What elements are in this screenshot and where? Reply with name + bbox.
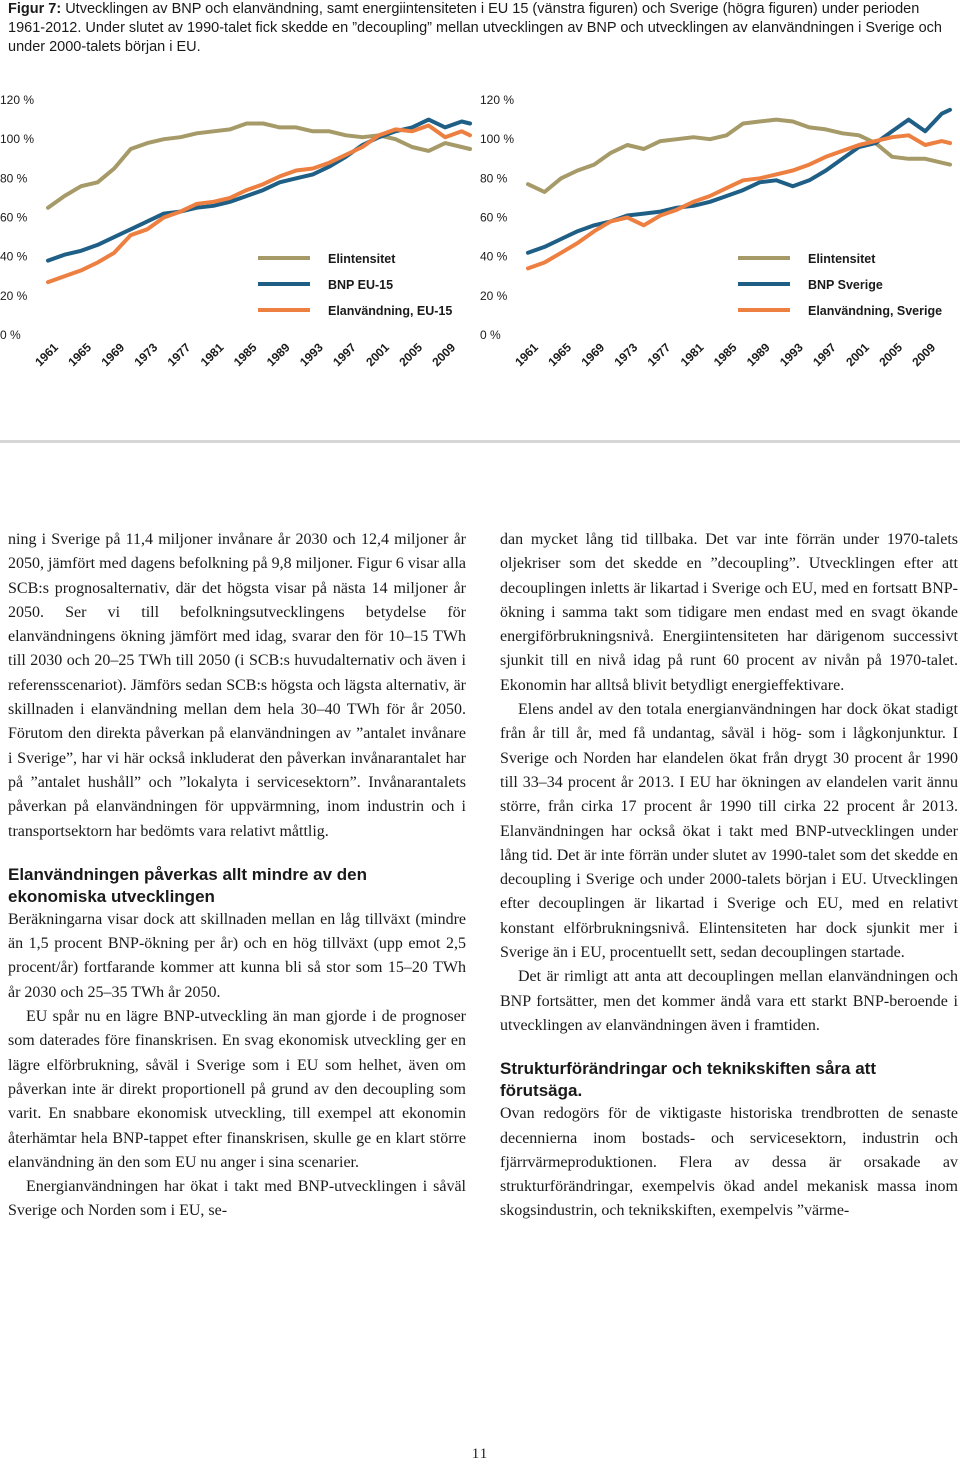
y-tick-label: 100 % — [480, 132, 515, 147]
x-tick-label: 1981 — [197, 340, 227, 370]
x-tick-label: 1973 — [611, 340, 641, 370]
y-tick-label: 20 % — [0, 288, 28, 303]
legend-label: BNP Sverige — [808, 278, 883, 292]
x-tick-label: 1969 — [98, 340, 128, 370]
text-column-right — [500, 528, 958, 1224]
x-tick-label: 1977 — [164, 340, 194, 370]
x-tick-label: 1997 — [330, 340, 359, 370]
x-tick-label: 2009 — [909, 340, 939, 370]
x-tick-label: 2005 — [876, 340, 906, 370]
y-tick-label: 0 % — [480, 328, 501, 342]
figure-divider — [0, 440, 960, 443]
x-tick-label: 1985 — [710, 340, 740, 370]
chart-sverige — [480, 80, 960, 380]
figure-caption — [8, 0, 956, 57]
series-line-intensity — [48, 124, 470, 208]
x-tick-label: 1981 — [677, 340, 707, 370]
legend-label: Elintensitet — [808, 252, 876, 266]
x-tick-label: 2001 — [843, 340, 872, 370]
paragraph: Energianvändningen har ökat i takt med BNP-utvecklingen i såväl Sverige och Norden som i EU, se- — [8, 1178, 466, 1220]
legend-label: Elanvändning, Sverige — [808, 304, 943, 318]
y-tick-label: 120 % — [480, 93, 515, 107]
text-column-left — [8, 528, 466, 1224]
page-number: 11 — [471, 1446, 489, 1462]
y-tick-label: 40 % — [0, 249, 28, 264]
paragraph: Elens andel av den totala energianvändningen har dock ökat stadigt från år till år, med få undantag, såväl i hög- som i lågkonjunktur. I Sverige och Norden har elandelen ökat från drygt 30 procent år 1990 till 33–34 procent år 2013. I EU har ökningen av elandelen varit ännu större, från cirka 17 procent år 1990 till cirka 22 procent år 2013. Elanvändningen har också ökat i takt med BNP-utvecklingen under lång tid. Det är inte förrän under slutet av 1990-talet som det skedde en decoupling i Sverige och under 2000-talets början i EU. Utvecklingen efter decouplingen är likartad i Sverige och EU, med en relativt konstant elförbrukningsnivå. Elintensiteten har dock sjunkit mer i Sverige än i EU, procentuellt sett, sedan decouplingen startade. — [500, 701, 958, 962]
x-tick-label: 2009 — [429, 340, 459, 370]
x-tick-label: 1973 — [131, 340, 161, 370]
figure-caption-text: Utvecklingen av BNP och elanvändning, samt energiintensiteten i EU 15 (vänstra figuren) och Sverige (högra figuren) under perioden 1961-2012. Under slutet av 1990-talet fick skedde en ”decoupling” mellan utvecklingen av BNP och utvecklingen av elanvändningen i Sverige och under 2000-talets början i EU. — [8, 1, 942, 55]
x-tick-label: 2001 — [363, 340, 392, 370]
section-heading: Elanvändningen påverkas allt mindre av den ekonomiska utvecklingen — [8, 864, 368, 906]
x-tick-label: 1997 — [810, 340, 839, 370]
paragraph: Det är rimligt att anta att decouplingen mellan elanvändningen och BNP fortsätter, men det kommer ändå vara ett starkt BNP-beroende i utvecklingen av elanvändningen även i framtiden. — [500, 968, 958, 1034]
x-tick-label: 1961 — [512, 340, 542, 370]
x-tick-label: 1993 — [297, 340, 326, 370]
y-tick-label: 80 % — [480, 171, 508, 186]
x-tick-label: 1961 — [32, 340, 62, 370]
chart-eu15 — [0, 80, 480, 380]
paragraph: dan mycket lång tid tillbaka. Det var inte förrän under 1970-talets oljekriser som det skedde en ”decoupling”. Utvecklingen efter att decouplingen inletts är likartad i Sverige och EU, med en fortsatt BNP-ökning i samma takt som tidigare men endast med en svagt ökande energiförbrukningsnivå. Energiintensiteten har därigenom successivt sjunkit till en nivå idag på runt 60 procent av nivån på 1970-talet. Ekonomin har alltså blivit betydligt energieffektivare. — [500, 531, 958, 694]
y-tick-label: 100 % — [0, 132, 35, 147]
paragraph: ning i Sverige på 11,4 miljoner invånare år 2030 och 12,4 miljoner år 2050, jämfört med dagens befolkning på 9,8 miljoner. Figur 6 visar alla SCB:s prognosalternativ, där det högsta visar på nästa 14 miljoner år 2050. Ser vi till befolkningsutvecklingens betydelse för elanvändningens ökning jämfört med idag, svarar den för 10–15 TWh till 2030 och 20–25 TWh till 2050 (i SCB:s huvudalternativ och även i referensscenariot). Jämförs sedan SCB:s högsta och lägsta alternativ, är skillnaden i elanvändning mellan dem hela 30–40 TWh för år 2050. Förutom den direkta påverkan på elanvändningen av ”antalet invånare i Sverige”, har vi här också inkluderat den påverkan invånarantalet har på ”antalet hushåll” och ”lokalyta i servicesektorn”. Invånarantalets påverkan på elanvändningen för uppvärmning, inom industrin och i transportsektorn har bedömts vara relativt måttlig. — [8, 531, 466, 840]
y-tick-label: 120 % — [0, 93, 35, 107]
y-tick-label: 20 % — [480, 288, 508, 303]
series-line-bnp — [48, 120, 470, 261]
paragraph: EU spår nu en lägre BNP-utveckling än man gjorde i de prognoser som daterades före finanskrisen. En svag ekonomisk utveckling ger en lägre elförbrukning, såväl i Sverige som i EU som helhet, även om påverkan inte är direkt proportionell på grund av den decoupling som varit. En snabbare ekonomisk utveckling, till exempel att ekonomin återhämtar hela BNP-tappet efter finanskrisen, skulle ge en klart större elanvändning än den som EU nu anger i sina scenarier. — [8, 1008, 466, 1171]
paragraph: Ovan redogörs för de viktigaste historiska trendbrotten de senaste decennierna inom bostads- och servicesektorn, industrin och fjärrvärmeproduktionen. Flera av dessa är orsakade av strukturförändringar, exempelvis ökad andel mekanisk massa inom skogsindustrin, och teknikskiften, exempelvis ”värme- — [500, 1105, 958, 1220]
series-line-elanv — [528, 135, 950, 268]
y-tick-label: 60 % — [0, 210, 28, 225]
x-tick-label: 1993 — [777, 340, 806, 370]
y-tick-label: 0 % — [0, 328, 21, 342]
y-tick-label: 80 % — [0, 171, 28, 186]
legend-label: BNP EU-15 — [328, 278, 394, 292]
figure-label: Figur 7: — [8, 1, 62, 17]
x-tick-label: 2005 — [396, 340, 426, 370]
paragraph: Beräkningarna visar dock att skillnaden mellan en låg tillväxt (mindre än 1,5 procent BNP-ökning per år) och en hög tillväxt (upp emot 2,5 procent/år) fortfarande kommer att kunna bli så stor som 15–20 TWh år 2030 och 25–35 TWh år 2050. — [8, 910, 466, 1001]
x-tick-label: 1989 — [263, 340, 293, 370]
x-tick-label: 1977 — [644, 340, 674, 370]
x-tick-label: 1965 — [65, 340, 95, 370]
legend-label: Elanvändning, EU-15 — [328, 304, 453, 318]
x-tick-label: 1989 — [743, 340, 773, 370]
y-tick-label: 40 % — [480, 249, 508, 264]
y-tick-label: 60 % — [480, 210, 508, 225]
x-tick-label: 1985 — [230, 340, 260, 370]
section-heading: Strukturförändringar och teknikskiften såra att förutsäga. — [500, 1059, 876, 1101]
x-tick-label: 1969 — [578, 340, 608, 370]
x-tick-label: 1965 — [545, 340, 575, 370]
legend-label: Elintensitet — [328, 252, 396, 266]
